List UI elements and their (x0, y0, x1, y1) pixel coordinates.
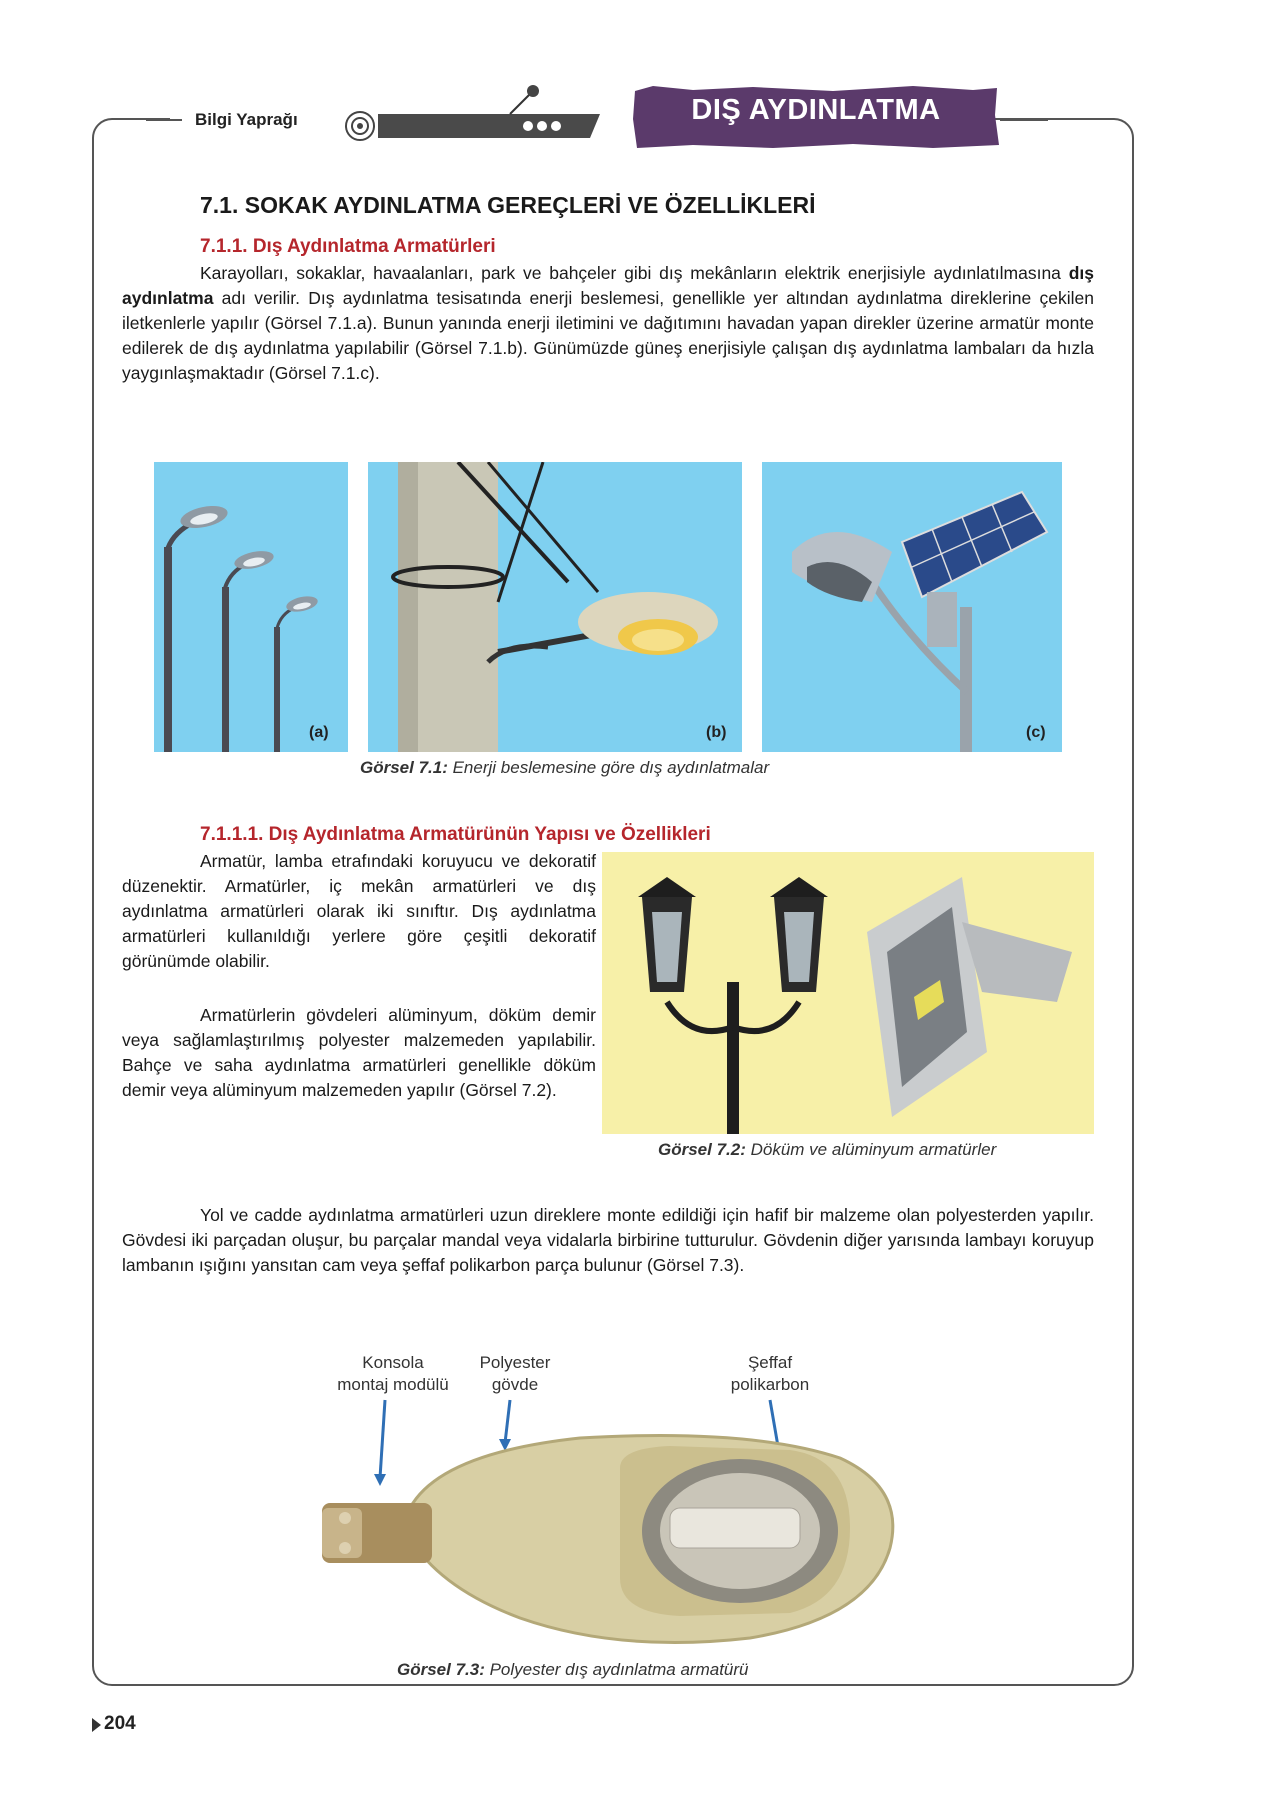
armatures-illustration (602, 852, 1094, 1134)
subsection-heading: 7.1.1. Dış Aydınlatma Armatürleri (200, 236, 496, 257)
paragraph-4 (122, 1203, 1094, 1278)
figure3-caption-text: Polyester dış aydınlatma armatürü (484, 1660, 749, 1679)
intro-paragraph (122, 261, 1094, 386)
figure2-caption-text: Döküm ve alüminyum armatürler (745, 1140, 997, 1159)
label-polyester-line2: gövde (491, 1375, 539, 1394)
figure2-caption-label: Görsel 7.2: (658, 1140, 746, 1159)
para1-text-a: Karayolları, sokaklar, havaalanları, park ve bahçeler gibi dış mekânların elektrik enerjisiyle aydınlatılmasına (200, 263, 1069, 283)
page-marker-icon (90, 1717, 102, 1733)
section-heading: 7.1. SOKAK AYDINLATMA GEREÇLERİ VE ÖZELLİKLERİ (200, 192, 816, 218)
photo-pole-lamp (368, 462, 742, 752)
para3-text: Armatürlerin gövdeleri alüminyum, döküm demir veya sağlamlaştırılmış polyester malzemeden yapılabilir. Bahçe ve saha aydınlatma armatürleri genellikle döküm demir veya alüminyum malzemeden yapılır (Görsel 7.2). (122, 1005, 596, 1100)
photo-street-lamps (154, 462, 348, 752)
figure2-caption (658, 1140, 996, 1160)
street-lamps-illustration (154, 462, 348, 752)
label-polycarbonate (710, 1352, 830, 1396)
label-polycarbonate-line1: Şeffaf (747, 1353, 793, 1372)
figure1-caption-text: Enerji beslemesine göre dış aydınlatmalar (447, 758, 770, 777)
label-b: (b) (706, 724, 727, 741)
para1-text-b: adı verilir. Dış aydınlatma tesisatında enerji beslemesi, genellikle yer altından aydınlatma direklerine çekilen iletkenlerle yapılır (Görsel 7.1.a). Bunun yanında enerji iletimini ve dağıtımını havadan yapan direkler üzerine armatür monte edilerek de dış aydınlatma yapılabilir (Görsel 7.1.b). Günümüzde güneş enerjisiyle çalışan dış aydınlatma lambaları da hızla yaygınlaşmaktadır (Görsel 7.1.c). (122, 288, 1094, 383)
figure3-caption (397, 1660, 749, 1680)
subsubsection-heading: 7.1.1.1. Dış Aydınlatma Armatürünün Yapısı ve Özellikleri (200, 824, 711, 845)
para4-text: Yol ve cadde aydınlatma armatürleri uzun direklere monte edildiği için hafif bir malzeme olan polyesterden yapılır. Gövdesi iki parçadan oluşur, bu parçalar mandal veya vidalarla birbirine tutturulur. Gövdenin diğer yarısında lambayı koruyup lambanın ışığını yansıtan cam veya şeffaf polikarbon parça bulunur (Görsel 7.3). (122, 1205, 1094, 1275)
label-console-module (318, 1352, 468, 1396)
photo-armatures (602, 852, 1094, 1134)
page-number: 204 (104, 1713, 136, 1734)
label-console-line1: Konsola (362, 1353, 424, 1372)
label-polycarbonate-line2: polikarbon (730, 1375, 810, 1394)
section-label: Bilgi Yaprağı (195, 110, 298, 129)
label-c: (c) (1026, 724, 1046, 741)
figure3-caption-label: Görsel 7.3: (397, 1660, 485, 1679)
label-console-line2: montaj modülü (337, 1375, 449, 1394)
pole-lamp-illustration (368, 462, 742, 752)
page-title: DIŞ AYDINLATMA (691, 94, 941, 126)
para2-text: Armatür, lamba etrafındaki koruyucu ve dekoratif düzenektir. Armatürler, iç mekân armatürleri ve dış aydınlatma armatürleri olarak iki sınıftır. Dış aydınlatma armatürleri kullanıldığı yerlere göre çeşitli dekoratif görünümde olabilir. (122, 851, 596, 971)
paragraph-3 (122, 1003, 596, 1103)
label-a: (a) (309, 724, 329, 741)
paragraph-2 (122, 849, 596, 974)
photo-solar-lamp (762, 462, 1062, 752)
label-polyester-body (460, 1352, 570, 1396)
figure1-caption (360, 758, 769, 778)
label-polyester-line1: Polyester (479, 1353, 551, 1372)
para1-bold-term: dış aydınlatma (122, 263, 1094, 308)
polyester-armature-illustration (320, 1398, 920, 1658)
solar-lamp-illustration (762, 462, 1062, 752)
figure1-caption-label: Görsel 7.1: (360, 758, 448, 777)
